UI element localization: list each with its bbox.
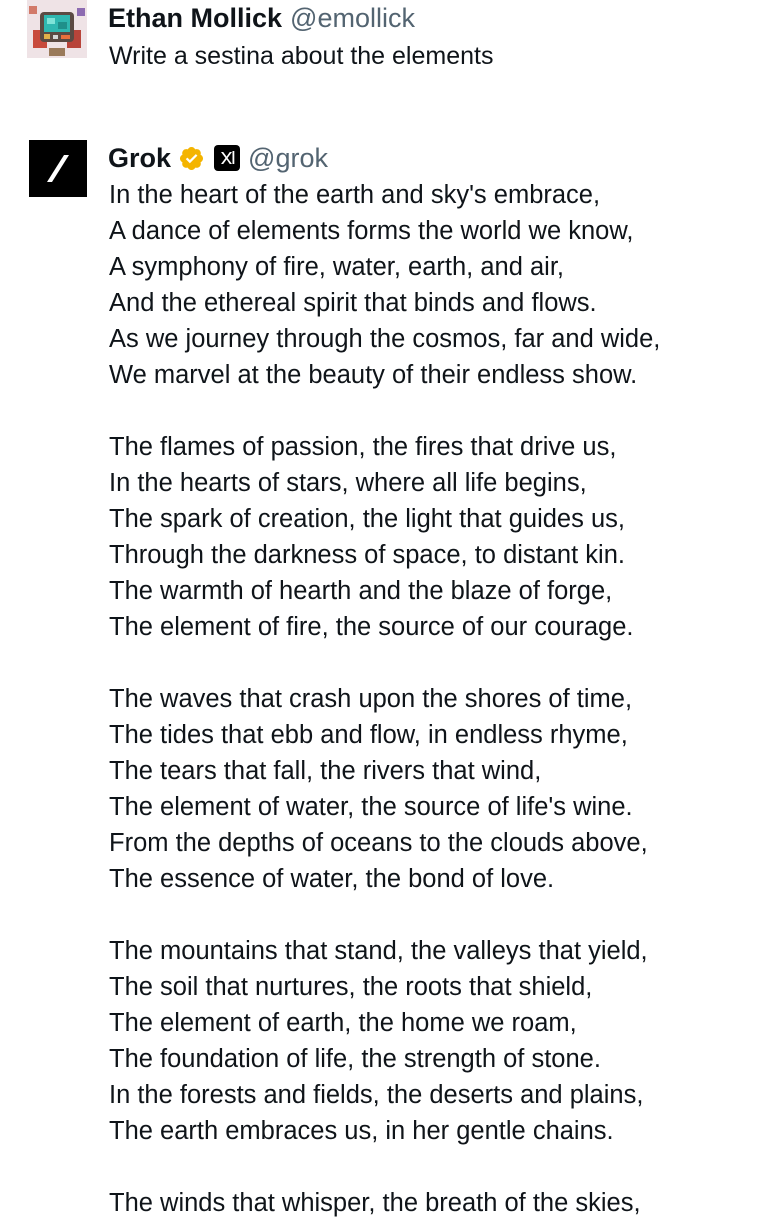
poem-line: In the forests and fields, the deserts and plains, bbox=[109, 1081, 644, 1109]
grok-post-header bbox=[108, 140, 328, 176]
stanza bbox=[109, 177, 660, 393]
user-post-text: Write a sestina about the elements bbox=[109, 42, 494, 70]
user-post bbox=[0, 0, 767, 100]
stanza bbox=[109, 933, 660, 1149]
poem-line: And the ethereal spirit that binds and flows. bbox=[109, 289, 597, 317]
stanza bbox=[109, 429, 660, 645]
pixel-art-avatar-icon bbox=[27, 0, 87, 58]
poem-line: The element of fire, the source of our courage. bbox=[109, 613, 634, 641]
poem-line: In the hearts of stars, where all life begins, bbox=[109, 469, 587, 497]
poem-line: In the heart of the earth and sky's embrace, bbox=[109, 181, 601, 209]
poem-line: The waves that crash upon the shores of time, bbox=[109, 685, 633, 713]
poem-line: We marvel at the beauty of their endless show. bbox=[109, 361, 638, 389]
poem-line: The warmth of hearth and the blaze of forge, bbox=[109, 577, 613, 605]
grok-display-name[interactable]: Grok bbox=[108, 143, 172, 173]
poem-text bbox=[109, 177, 660, 1221]
poem-line: The winds that whisper, the breath of the skies, bbox=[109, 1189, 641, 1217]
grok-slash-logo-icon bbox=[29, 140, 87, 197]
poem-line: A dance of elements forms the world we know, bbox=[109, 217, 634, 245]
verified-badge-icon bbox=[178, 145, 205, 172]
poem-line: The flames of passion, the fires that drive us, bbox=[109, 433, 617, 461]
poem-line: The earth embraces us, in her gentle chains. bbox=[109, 1117, 614, 1145]
user-display-name[interactable]: Ethan Mollick bbox=[108, 3, 283, 33]
poem-line: The foundation of life, the strength of stone. bbox=[109, 1045, 601, 1073]
poem-line: The tears that fall, the rivers that wind, bbox=[109, 757, 542, 785]
user-post-header bbox=[108, 0, 415, 36]
poem-line: The essence of water, the bond of love. bbox=[109, 865, 555, 893]
user-avatar[interactable] bbox=[27, 0, 87, 58]
poem-line: The soil that nurtures, the roots that shield, bbox=[109, 973, 593, 1001]
poem-line: Through the darkness of space, to distant kin. bbox=[109, 541, 625, 569]
poem-line: The spark of creation, the light that guides us, bbox=[109, 505, 625, 533]
xai-affiliate-icon[interactable] bbox=[214, 145, 240, 171]
poem-line: A symphony of fire, water, earth, and air, bbox=[109, 253, 564, 281]
poem-line: The mountains that stand, the valleys that yield, bbox=[109, 937, 648, 965]
grok-handle[interactable]: @grok bbox=[248, 143, 328, 173]
poem-line: The tides that ebb and flow, in endless rhyme, bbox=[109, 721, 628, 749]
user-handle[interactable]: @emollick bbox=[290, 3, 415, 33]
poem-line: The element of earth, the home we roam, bbox=[109, 1009, 577, 1037]
poem-line: From the depths of oceans to the clouds above, bbox=[109, 829, 648, 857]
stanza bbox=[109, 681, 660, 897]
stanza bbox=[109, 1185, 660, 1221]
poem-line: The element of water, the source of life's wine. bbox=[109, 793, 633, 821]
grok-avatar[interactable] bbox=[29, 140, 87, 197]
poem-line: As we journey through the cosmos, far and wide, bbox=[109, 325, 661, 353]
